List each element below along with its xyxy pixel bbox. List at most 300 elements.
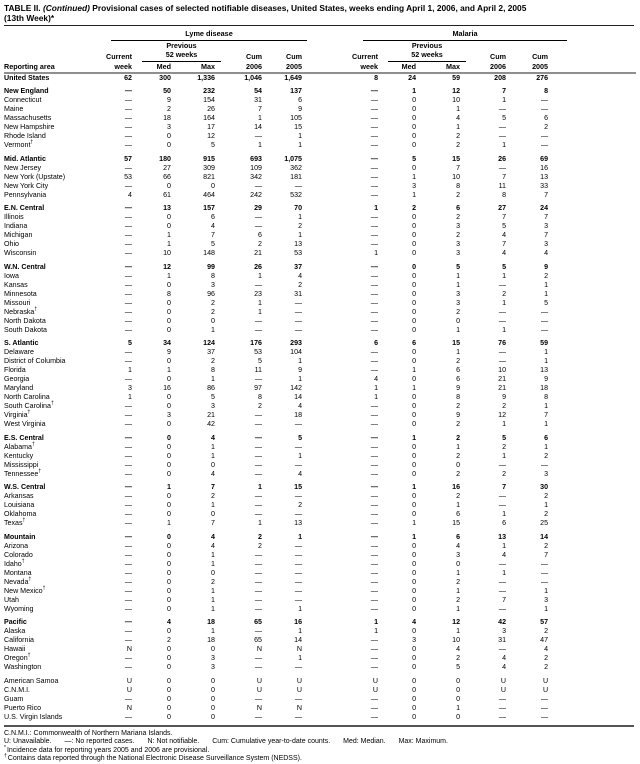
filler-cell (548, 375, 636, 384)
value-cell: — (370, 712, 379, 721)
value-cell: 15 (452, 154, 461, 163)
value-cell: 2 (258, 532, 262, 541)
value-cell: 10 (452, 172, 461, 181)
value-cell: 0 (167, 654, 171, 663)
reporting-area-cell: Alabama† (4, 441, 35, 451)
value-cell: — (124, 163, 132, 172)
value-cell: 2 (456, 402, 461, 411)
value-cell: 0 (412, 262, 417, 271)
reporting-area-cell: U.S. Virgin Islands (4, 712, 63, 721)
value-cell: 34 (163, 339, 171, 348)
value-cell: 2 (258, 240, 262, 249)
value-cell: — (124, 541, 132, 550)
value-cell: 26 (207, 105, 215, 114)
value-cell: 0 (167, 577, 171, 586)
value-cell: 2 (456, 577, 461, 586)
value-cell: 0 (412, 559, 417, 568)
table-row (4, 375, 636, 384)
value-cell: 18 (207, 636, 215, 645)
reporting-area-cell: Indiana (4, 222, 28, 231)
value-cell: U (372, 676, 379, 685)
value-cell: 915 (203, 154, 215, 163)
value-cell: 1 (374, 384, 379, 393)
table-row (4, 479, 636, 493)
value-cell: — (540, 96, 549, 105)
malaria-2006-label: 2006 (460, 62, 506, 73)
dagger-marker: † (50, 400, 54, 407)
value-cell: 9 (298, 366, 303, 375)
value-cell: 1 (456, 586, 461, 595)
reporting-area-cell: South Dakota (4, 325, 47, 334)
value-cell: 1 (374, 393, 379, 402)
value-cell: 66 (163, 172, 171, 181)
value-cell: — (370, 663, 379, 672)
value-cell: 0 (412, 442, 417, 451)
value-cell: 0 (167, 532, 171, 541)
value-cell: 4 (211, 532, 215, 541)
value-cell: 8 (211, 366, 215, 375)
value-cell: — (124, 627, 132, 636)
filler-cell (548, 213, 636, 222)
value-cell: 242 (250, 190, 262, 199)
reporting-area-cell: Illinois (4, 213, 24, 222)
value-cell: 157 (203, 204, 215, 213)
value-cell: — (370, 541, 379, 550)
value-cell: 1 (298, 627, 303, 636)
value-cell: 4 (544, 249, 549, 258)
value-cell: — (498, 559, 507, 568)
reporting-area-cell: New Mexico† (4, 585, 46, 595)
dagger-marker: † (32, 441, 35, 448)
value-cell: 23 (254, 289, 262, 298)
value-cell: — (370, 433, 379, 442)
value-cell: 57 (540, 618, 549, 627)
value-cell: — (498, 132, 507, 141)
value-cell: — (294, 663, 303, 672)
value-cell: 1 (456, 280, 461, 289)
filler-cell (548, 578, 636, 587)
table-row (4, 290, 636, 299)
table-row (4, 281, 636, 290)
table-row (4, 308, 636, 317)
value-cell: — (370, 411, 379, 420)
value-cell: 0 (412, 298, 417, 307)
value-cell: 8 (258, 393, 262, 402)
dagger-marker: † (28, 576, 32, 583)
value-cell: — (498, 577, 507, 586)
value-cell: 4 (298, 469, 303, 478)
value-cell: — (254, 316, 262, 325)
value-cell: — (370, 141, 379, 150)
value-cell: 54 (254, 87, 262, 96)
value-cell: 0 (412, 595, 417, 604)
value-cell: 0 (167, 541, 171, 550)
value-cell: 0 (412, 307, 417, 316)
value-cell: 1 (456, 105, 461, 114)
value-cell: 0 (412, 132, 417, 141)
value-cell: 1 (167, 366, 171, 375)
value-cell: 0 (412, 271, 417, 280)
value-cell: 65 (254, 636, 262, 645)
table-row (4, 578, 636, 587)
filler-cell (548, 317, 636, 326)
value-cell: 96 (207, 289, 215, 298)
value-cell: — (540, 105, 549, 114)
reporting-area-cell: Washington (4, 663, 42, 672)
reporting-area-cell: Missouri (4, 298, 31, 307)
spacer (96, 41, 132, 51)
value-cell: — (124, 411, 132, 420)
table-row (4, 393, 636, 402)
value-cell: — (370, 96, 379, 105)
value-cell: — (370, 105, 379, 114)
value-cell: 0 (456, 712, 461, 721)
value-cell: — (370, 451, 379, 460)
value-cell: — (124, 519, 132, 528)
value-cell: — (124, 298, 132, 307)
value-cell: 362 (290, 163, 303, 172)
value-cell: 1 (167, 483, 171, 492)
value-cell: 232 (203, 87, 215, 96)
value-cell: 2 (544, 654, 549, 663)
value-cell: 59 (452, 73, 461, 82)
table-row (4, 627, 636, 636)
value-cell: — (294, 298, 303, 307)
dagger-marker: † (27, 652, 31, 659)
value-cell: — (124, 501, 132, 510)
value-cell: 1 (167, 240, 171, 249)
reporting-area-cell: Mid. Atlantic (4, 154, 46, 163)
value-cell: 2 (412, 204, 417, 213)
value-cell: 1 (502, 568, 507, 577)
value-cell: U (126, 676, 132, 685)
value-cell: 7 (211, 231, 215, 240)
filler-cell (548, 411, 636, 420)
table-row (4, 501, 636, 510)
value-cell: 0 (412, 492, 417, 501)
value-cell: 3 (456, 249, 461, 258)
value-cell: 18 (207, 618, 215, 627)
reporting-area-cell: Alaska (4, 627, 26, 636)
value-cell: 2 (298, 280, 303, 289)
value-cell: 6 (258, 231, 262, 240)
table-row (4, 704, 636, 713)
table-row (4, 510, 636, 519)
value-cell: 1,075 (284, 154, 303, 163)
filler-cell (548, 704, 636, 713)
value-cell: — (498, 460, 507, 469)
value-cell: 1 (412, 483, 417, 492)
value-cell: — (124, 87, 132, 96)
value-cell: 1 (412, 433, 417, 442)
filler-cell (548, 443, 636, 452)
filler-cell (548, 551, 636, 560)
value-cell: 9 (544, 375, 549, 384)
value-cell: 6 (298, 96, 303, 105)
value-cell: — (370, 654, 379, 663)
filler-cell (548, 73, 636, 83)
value-cell: — (294, 420, 303, 429)
value-cell: 21 (207, 411, 215, 420)
filler-cell (548, 686, 636, 695)
value-cell: — (370, 442, 379, 451)
filler-cell (548, 290, 636, 299)
reporting-area-cell: Puerto Rico (4, 703, 42, 712)
table-row (4, 200, 636, 214)
value-cell: 1 (298, 357, 303, 366)
value-cell: 4 (502, 249, 507, 258)
value-cell: 0 (412, 411, 417, 420)
value-cell: — (124, 181, 132, 190)
value-cell: 2 (298, 501, 303, 510)
filler-cell (548, 348, 636, 357)
value-cell: 309 (203, 163, 215, 172)
footnote-cnmi: C.N.M.I.: Commonwealth of Northern Mariana Islands. (4, 730, 173, 738)
value-cell: 293 (290, 339, 303, 348)
value-cell: 8 (374, 73, 379, 82)
value-cell: 0 (456, 685, 461, 694)
value-cell: 0 (167, 181, 171, 190)
value-cell: 0 (167, 595, 171, 604)
region-group (4, 258, 636, 335)
lyme-med-label: Med (132, 62, 171, 73)
value-cell: 0 (412, 231, 417, 240)
value-cell: 17 (207, 123, 215, 132)
table-row (4, 348, 636, 357)
value-cell: 2 (211, 577, 215, 586)
table-row (4, 560, 636, 569)
value-cell: — (294, 559, 303, 568)
value-cell: — (370, 298, 379, 307)
filler-cell (548, 249, 636, 258)
table-row (4, 114, 636, 123)
region-group (4, 200, 636, 259)
filler-cell (548, 492, 636, 501)
table-row (4, 272, 636, 281)
value-cell: 8 (544, 87, 549, 96)
reporting-area-cell: Utah (4, 595, 19, 604)
value-cell: 8 (167, 289, 171, 298)
value-cell: 8 (544, 393, 549, 402)
filler-cell (548, 393, 636, 402)
value-cell: 0 (456, 460, 461, 469)
value-cell: 1 (456, 348, 461, 357)
value-cell: 176 (250, 339, 262, 348)
value-cell: — (124, 357, 132, 366)
filler-cell (548, 402, 636, 411)
value-cell: 4 (211, 433, 215, 442)
value-cell: — (370, 469, 379, 478)
reporting-area-cell: Ohio (4, 240, 19, 249)
value-cell: 62 (124, 73, 132, 82)
value-cell: — (124, 316, 132, 325)
filler-cell (548, 596, 636, 605)
value-cell: 1 (502, 541, 507, 550)
value-cell: U (500, 676, 507, 685)
region-group (4, 614, 636, 673)
value-cell: 3 (456, 550, 461, 559)
value-cell: 2 (298, 222, 303, 231)
value-cell: 1 (412, 190, 417, 199)
value-cell: — (254, 411, 262, 420)
filler-cell (548, 200, 636, 214)
value-cell: 0 (412, 703, 417, 712)
value-cell: 8 (211, 271, 215, 280)
value-cell: 3 (456, 240, 461, 249)
value-cell: 47 (540, 636, 549, 645)
value-cell: — (370, 645, 379, 654)
value-cell: — (124, 654, 132, 663)
value-cell: 693 (250, 154, 262, 163)
value-cell: 6 (544, 114, 549, 123)
value-cell: 5 (502, 222, 507, 231)
filler-cell (548, 614, 636, 628)
value-cell: — (370, 636, 379, 645)
reporting-area-cell: Tennessee† (4, 468, 42, 478)
value-cell: 0 (412, 510, 417, 519)
value-cell: 0 (167, 676, 171, 685)
region-group (4, 83, 636, 151)
value-cell: 2 (456, 469, 461, 478)
value-cell: — (254, 451, 262, 460)
value-cell: 0 (167, 325, 171, 334)
malaria-cum-2006-label: Cum (490, 52, 507, 62)
reporting-area-cell: Louisiana (4, 501, 35, 510)
malaria-52-weeks-label: 52 weeks (378, 50, 460, 62)
table-row (4, 429, 636, 443)
value-cell: — (370, 577, 379, 586)
value-cell: — (370, 240, 379, 249)
value-cell: 9 (502, 393, 507, 402)
value-cell: 1 (412, 532, 417, 541)
table-row (4, 654, 636, 663)
value-cell: 10 (452, 636, 461, 645)
value-cell: 5 (502, 433, 507, 442)
value-cell: 1 (298, 213, 303, 222)
value-cell: — (124, 222, 132, 231)
value-cell: — (124, 375, 132, 384)
value-cell: 0 (412, 712, 417, 721)
spacer (460, 41, 506, 51)
malaria-week-label: week (302, 62, 378, 73)
value-cell: — (370, 703, 379, 712)
value-cell: 0 (167, 469, 171, 478)
value-cell: 0 (412, 141, 417, 150)
value-cell: 1 (544, 289, 549, 298)
value-cell: 7 (502, 172, 507, 181)
value-cell: N (296, 645, 303, 654)
value-cell: 0 (167, 627, 171, 636)
filler-cell (548, 231, 636, 240)
region-group (4, 672, 636, 722)
value-cell: 16 (163, 384, 171, 393)
reporting-area-cell: District of Columbia (4, 357, 66, 366)
table-row (4, 636, 636, 645)
value-cell: 37 (294, 262, 303, 271)
filler-cell (548, 519, 636, 528)
filler-cell (548, 645, 636, 654)
value-cell: — (254, 433, 262, 442)
value-cell: — (370, 568, 379, 577)
value-cell: 14 (254, 123, 262, 132)
table-row (4, 191, 636, 200)
value-cell: 4 (374, 375, 379, 384)
value-cell: 1,649 (284, 73, 303, 82)
value-cell: 1 (502, 298, 507, 307)
filler-cell (548, 384, 636, 393)
value-cell: 1 (502, 141, 507, 150)
value-cell: 124 (203, 339, 215, 348)
reporting-area-cell: Pacific (4, 618, 27, 627)
value-cell: 1 (258, 307, 262, 316)
value-cell: — (254, 550, 262, 559)
value-cell: — (294, 541, 303, 550)
value-cell: 0 (412, 114, 417, 123)
value-cell: 1 (544, 402, 549, 411)
value-cell: — (540, 577, 549, 586)
value-cell: 8 (456, 181, 461, 190)
value-cell: — (498, 163, 507, 172)
value-cell: 10 (452, 96, 461, 105)
value-cell: — (370, 483, 379, 492)
value-cell: — (124, 141, 132, 150)
footnote-star: *Incidence data for reporting years 2005 and 2006 are provisional. (4, 744, 210, 754)
filler-cell (548, 299, 636, 308)
value-cell: 3 (412, 636, 417, 645)
filler-cell (548, 528, 636, 542)
value-cell: 1 (456, 604, 461, 613)
value-cell: — (124, 240, 132, 249)
value-cell: 1 (298, 141, 303, 150)
reporting-area-cell: Massachusetts (4, 114, 52, 123)
value-cell: 4 (298, 402, 303, 411)
value-cell: 3 (456, 289, 461, 298)
value-cell: — (370, 510, 379, 519)
value-cell: 0 (412, 685, 417, 694)
value-cell: — (498, 280, 507, 289)
table-row (4, 222, 636, 231)
value-cell: — (254, 213, 262, 222)
value-cell: — (498, 703, 507, 712)
filler-cell (548, 141, 636, 150)
value-cell: U (256, 676, 262, 685)
lyme-cum-2005-label: Cum (286, 52, 303, 62)
value-cell: — (370, 559, 379, 568)
table-row (4, 519, 636, 528)
value-cell: — (370, 289, 379, 298)
table-row (4, 240, 636, 249)
value-cell: 1 (258, 483, 262, 492)
value-cell: 0 (412, 627, 417, 636)
value-cell: 2 (544, 510, 549, 519)
value-cell: 4 (128, 190, 132, 199)
value-cell: — (498, 357, 507, 366)
value-cell: 1 (298, 604, 303, 613)
value-cell: — (254, 577, 262, 586)
value-cell: 2 (544, 492, 549, 501)
malaria-2005-label: 2005 (506, 62, 548, 73)
value-cell: 65 (254, 618, 262, 627)
value-cell: — (124, 559, 132, 568)
value-cell: — (370, 492, 379, 501)
value-cell: — (254, 694, 262, 703)
filler-cell (548, 258, 636, 272)
reporting-area-cell: Georgia (4, 375, 30, 384)
value-cell: 0 (167, 703, 171, 712)
spacer (215, 41, 262, 51)
reporting-area-cell: California (4, 636, 34, 645)
value-cell: 18 (540, 384, 549, 393)
